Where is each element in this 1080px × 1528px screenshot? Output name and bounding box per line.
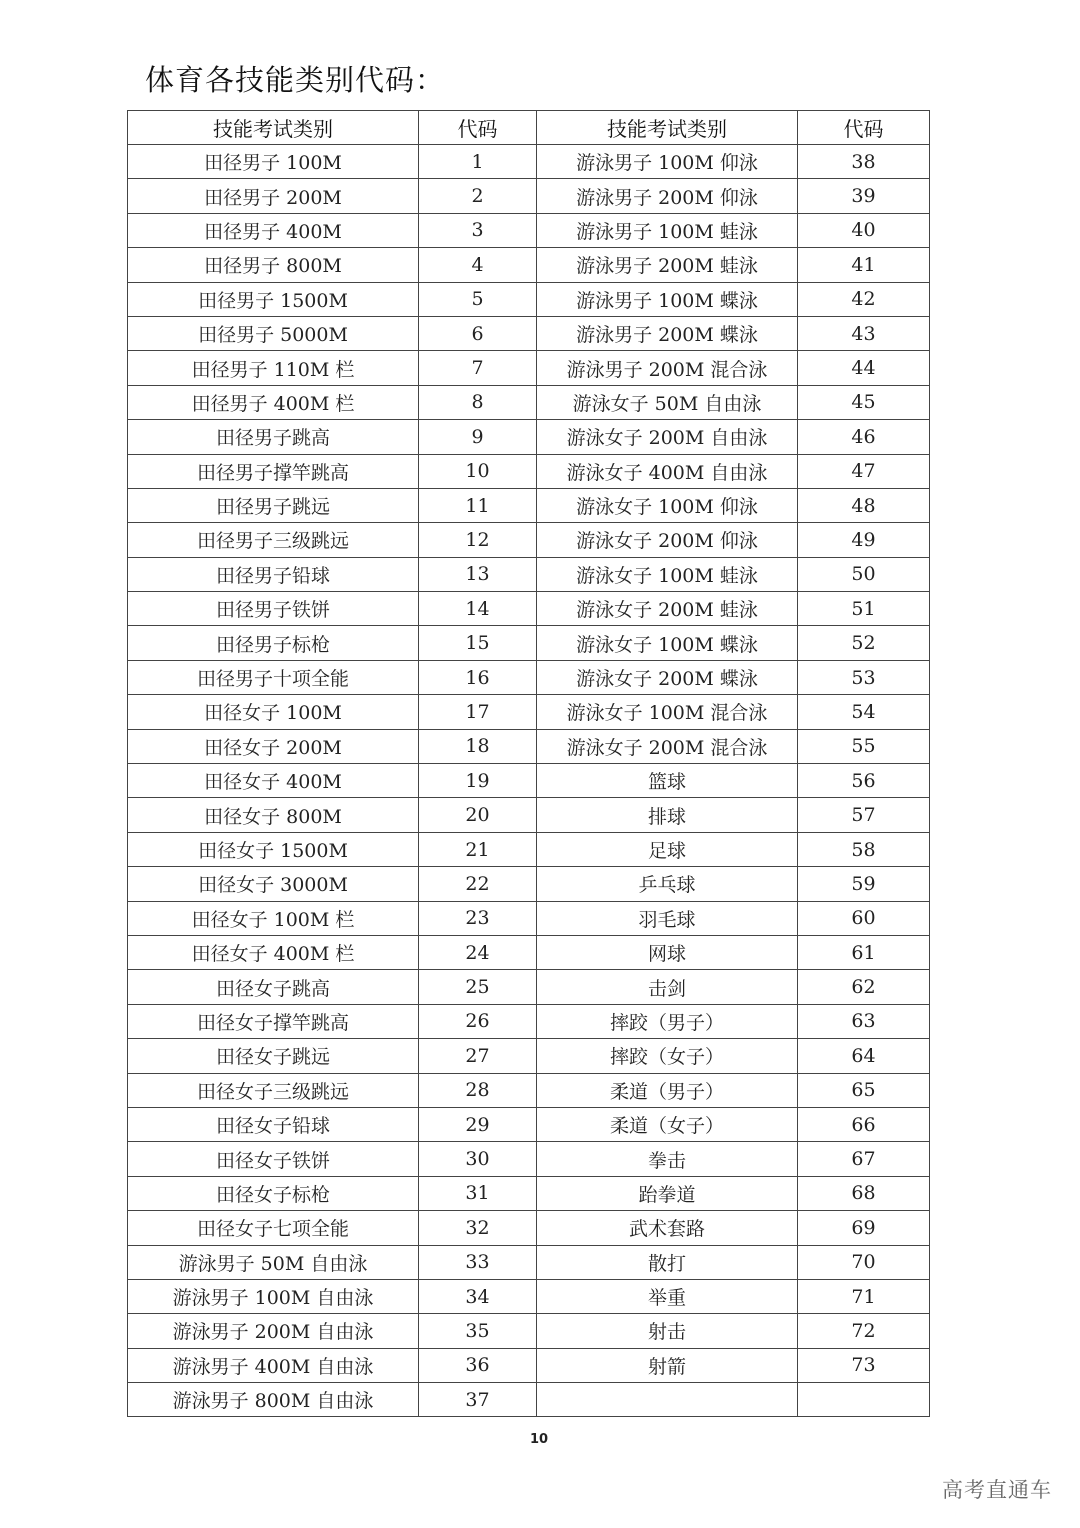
cell-code-right: 73	[798, 1348, 930, 1382]
table-row	[128, 523, 930, 557]
cell-code-left: 14	[419, 592, 537, 626]
cell-code-left: 21	[419, 832, 537, 866]
cell-code-left: 3	[419, 213, 537, 247]
cell-code-left: 35	[419, 1314, 537, 1348]
cell-category-left: 田径女子标枪	[128, 1176, 419, 1210]
table-row	[128, 1314, 930, 1348]
watermark: 高考直通车	[942, 1478, 1052, 1502]
cell-code-right: 48	[798, 488, 930, 522]
table-row	[128, 1039, 930, 1073]
cell-code-left: 15	[419, 626, 537, 660]
table-row	[128, 1176, 930, 1210]
cell-category-left: 游泳男子 400M 自由泳	[128, 1348, 419, 1382]
cell-category-left: 田径男子跳高	[128, 420, 419, 454]
cell-category-right: 柔道（男子）	[537, 1073, 798, 1107]
table-row	[128, 935, 930, 969]
table-row	[128, 970, 930, 1004]
table-row	[128, 420, 930, 454]
cell-code-left: 36	[419, 1348, 537, 1382]
cell-code-left: 20	[419, 798, 537, 832]
cell-code-left: 24	[419, 935, 537, 969]
table-row	[128, 248, 930, 282]
cell-code-left: 27	[419, 1039, 537, 1073]
cell-code-left: 1	[419, 145, 537, 179]
table-row	[128, 1107, 930, 1141]
table-row	[128, 316, 930, 350]
table-row	[128, 695, 930, 729]
cell-category-right: 游泳女子 50M 自由泳	[537, 385, 798, 419]
cell-code-left: 7	[419, 351, 537, 385]
table-row	[128, 867, 930, 901]
cell-category-left: 田径女子跳远	[128, 1039, 419, 1073]
cell-category-left: 田径男子标枪	[128, 626, 419, 660]
cell-category-right: 拳击	[537, 1142, 798, 1176]
cell-category-left: 田径女子 1500M	[128, 832, 419, 866]
cell-code-left: 10	[419, 454, 537, 488]
cell-code-right: 44	[798, 351, 930, 385]
page-title: 体育各技能类别代码：	[145, 63, 446, 97]
table-row	[128, 351, 930, 385]
cell-code-right: 65	[798, 1073, 930, 1107]
table-row	[128, 1211, 930, 1245]
cell-category-right: 羽毛球	[537, 901, 798, 935]
cell-code-left: 11	[419, 488, 537, 522]
cell-category-left: 田径女子七项全能	[128, 1211, 419, 1245]
cell-code-left: 13	[419, 557, 537, 591]
table-row	[128, 213, 930, 247]
header-code-left: 代码	[419, 111, 537, 145]
cell-code-right: 70	[798, 1245, 930, 1279]
cell-code-right: 63	[798, 1004, 930, 1038]
table-body	[128, 145, 930, 1417]
cell-category-right	[537, 1383, 798, 1417]
table-row	[128, 626, 930, 660]
cell-category-left: 田径男子撑竿跳高	[128, 454, 419, 488]
cell-category-right: 射箭	[537, 1348, 798, 1382]
cell-category-left: 田径女子 400M	[128, 764, 419, 798]
table-header-row	[128, 111, 930, 145]
table-row	[128, 729, 930, 763]
cell-category-left: 田径女子三级跳远	[128, 1073, 419, 1107]
cell-code-right: 56	[798, 764, 930, 798]
cell-category-right: 武术套路	[537, 1211, 798, 1245]
cell-category-left: 田径男子跳远	[128, 488, 419, 522]
cell-code-right: 71	[798, 1279, 930, 1313]
table-row	[128, 798, 930, 832]
table-row	[128, 488, 930, 522]
cell-category-right: 游泳男子 200M 仰泳	[537, 179, 798, 213]
cell-code-left: 5	[419, 282, 537, 316]
cell-code-right: 58	[798, 832, 930, 866]
cell-code-left: 28	[419, 1073, 537, 1107]
table-row	[128, 1142, 930, 1176]
table-row	[128, 1348, 930, 1382]
cell-code-right: 43	[798, 316, 930, 350]
cell-category-right: 足球	[537, 832, 798, 866]
cell-code-right: 55	[798, 729, 930, 763]
cell-code-right: 67	[798, 1142, 930, 1176]
cell-category-right: 篮球	[537, 764, 798, 798]
cell-code-right: 64	[798, 1039, 930, 1073]
cell-category-right: 游泳女子 200M 蝶泳	[537, 660, 798, 694]
cell-code-left: 22	[419, 867, 537, 901]
cell-category-right: 散打	[537, 1245, 798, 1279]
cell-category-left: 田径男子 800M	[128, 248, 419, 282]
cell-code-right: 53	[798, 660, 930, 694]
cell-category-right: 游泳女子 200M 蛙泳	[537, 592, 798, 626]
table-row	[128, 901, 930, 935]
cell-code-right: 59	[798, 867, 930, 901]
table-row	[128, 1383, 930, 1417]
cell-category-right: 游泳女子 100M 蛙泳	[537, 557, 798, 591]
header-code-right: 代码	[798, 111, 930, 145]
page-number: 10	[530, 1432, 549, 1447]
table-row	[128, 454, 930, 488]
cell-category-right: 击剑	[537, 970, 798, 1004]
cell-category-right: 游泳女子 200M 仰泳	[537, 523, 798, 557]
table-row	[128, 832, 930, 866]
cell-category-left: 田径男子 110M 栏	[128, 351, 419, 385]
cell-code-right: 46	[798, 420, 930, 454]
cell-category-right: 游泳女子 100M 蝶泳	[537, 626, 798, 660]
cell-code-right: 68	[798, 1176, 930, 1210]
cell-category-right: 游泳男子 200M 蛙泳	[537, 248, 798, 282]
cell-code-right: 54	[798, 695, 930, 729]
cell-category-left: 田径女子 100M 栏	[128, 901, 419, 935]
table-row	[128, 660, 930, 694]
cell-code-right: 62	[798, 970, 930, 1004]
cell-category-right: 游泳男子 100M 蛙泳	[537, 213, 798, 247]
cell-category-right: 游泳女子 400M 自由泳	[537, 454, 798, 488]
cell-category-right: 游泳女子 100M 混合泳	[537, 695, 798, 729]
cell-code-right: 50	[798, 557, 930, 591]
cell-code-left: 23	[419, 901, 537, 935]
cell-code-left: 2	[419, 179, 537, 213]
cell-code-left: 19	[419, 764, 537, 798]
cell-code-right: 45	[798, 385, 930, 419]
table-row	[128, 145, 930, 179]
cell-code-right: 47	[798, 454, 930, 488]
cell-code-left: 9	[419, 420, 537, 454]
cell-code-right: 38	[798, 145, 930, 179]
cell-category-left: 田径男子 400M	[128, 213, 419, 247]
table-row	[128, 1245, 930, 1279]
cell-category-left: 田径女子 400M 栏	[128, 935, 419, 969]
cell-code-right: 60	[798, 901, 930, 935]
table-row	[128, 179, 930, 213]
cell-category-left: 田径女子 100M	[128, 695, 419, 729]
cell-category-left: 田径女子撑竿跳高	[128, 1004, 419, 1038]
table-row	[128, 592, 930, 626]
cell-category-left: 游泳男子 200M 自由泳	[128, 1314, 419, 1348]
cell-code-right: 41	[798, 248, 930, 282]
cell-code-left: 26	[419, 1004, 537, 1038]
cell-category-left: 游泳男子 50M 自由泳	[128, 1245, 419, 1279]
cell-code-left: 8	[419, 385, 537, 419]
cell-category-right: 游泳男子 200M 混合泳	[537, 351, 798, 385]
table-row	[128, 1279, 930, 1313]
cell-category-right: 排球	[537, 798, 798, 832]
cell-code-right	[798, 1383, 930, 1417]
cell-code-right: 61	[798, 935, 930, 969]
cell-code-left: 16	[419, 660, 537, 694]
cell-code-left: 31	[419, 1176, 537, 1210]
cell-category-right: 摔跤（男子）	[537, 1004, 798, 1038]
table-row	[128, 1004, 930, 1038]
table-row	[128, 282, 930, 316]
cell-code-left: 17	[419, 695, 537, 729]
cell-category-right: 游泳男子 100M 仰泳	[537, 145, 798, 179]
cell-category-right: 柔道（女子）	[537, 1107, 798, 1141]
cell-category-left: 田径男子 100M	[128, 145, 419, 179]
cell-category-right: 游泳女子 200M 混合泳	[537, 729, 798, 763]
cell-category-right: 射击	[537, 1314, 798, 1348]
cell-code-left: 25	[419, 970, 537, 1004]
cell-code-left: 12	[419, 523, 537, 557]
cell-category-left: 田径女子铁饼	[128, 1142, 419, 1176]
cell-category-right: 摔跤（女子）	[537, 1039, 798, 1073]
cell-category-right: 游泳男子 100M 蝶泳	[537, 282, 798, 316]
cell-category-left: 田径男子三级跳远	[128, 523, 419, 557]
cell-category-right: 网球	[537, 935, 798, 969]
cell-category-left: 田径男子铅球	[128, 557, 419, 591]
cell-category-right: 举重	[537, 1279, 798, 1313]
cell-category-left: 田径女子 800M	[128, 798, 419, 832]
cell-code-right: 40	[798, 213, 930, 247]
cell-category-right: 游泳男子 200M 蝶泳	[537, 316, 798, 350]
cell-category-right: 游泳女子 100M 仰泳	[537, 488, 798, 522]
cell-code-left: 6	[419, 316, 537, 350]
cell-code-left: 32	[419, 1211, 537, 1245]
header-category-right: 技能考试类别	[537, 111, 798, 145]
cell-category-left: 田径男子 200M	[128, 179, 419, 213]
table-row	[128, 385, 930, 419]
cell-code-right: 72	[798, 1314, 930, 1348]
cell-code-right: 52	[798, 626, 930, 660]
cell-category-left: 田径女子铅球	[128, 1107, 419, 1141]
cell-code-right: 49	[798, 523, 930, 557]
table-row	[128, 764, 930, 798]
cell-category-left: 田径男子 400M 栏	[128, 385, 419, 419]
cell-code-left: 33	[419, 1245, 537, 1279]
cell-category-right: 乒乓球	[537, 867, 798, 901]
header-category-left: 技能考试类别	[128, 111, 419, 145]
cell-category-left: 田径男子 5000M	[128, 316, 419, 350]
cell-category-left: 田径男子铁饼	[128, 592, 419, 626]
cell-code-right: 69	[798, 1211, 930, 1245]
table-row	[128, 1073, 930, 1107]
table-row	[128, 557, 930, 591]
cell-category-left: 田径女子 200M	[128, 729, 419, 763]
cell-code-left: 4	[419, 248, 537, 282]
cell-category-left: 游泳男子 100M 自由泳	[128, 1279, 419, 1313]
cell-code-right: 51	[798, 592, 930, 626]
cell-category-left: 游泳男子 800M 自由泳	[128, 1383, 419, 1417]
cell-code-left: 29	[419, 1107, 537, 1141]
cell-category-left: 田径女子 3000M	[128, 867, 419, 901]
cell-category-right: 游泳女子 200M 自由泳	[537, 420, 798, 454]
cell-code-right: 57	[798, 798, 930, 832]
cell-category-left: 田径男子十项全能	[128, 660, 419, 694]
cell-category-right: 跆拳道	[537, 1176, 798, 1210]
skill-code-table	[127, 110, 930, 1417]
cell-code-right: 66	[798, 1107, 930, 1141]
cell-category-left: 田径男子 1500M	[128, 282, 419, 316]
cell-category-left: 田径女子跳高	[128, 970, 419, 1004]
cell-code-left: 18	[419, 729, 537, 763]
cell-code-left: 34	[419, 1279, 537, 1313]
cell-code-right: 42	[798, 282, 930, 316]
cell-code-right: 39	[798, 179, 930, 213]
cell-code-left: 30	[419, 1142, 537, 1176]
cell-code-left: 37	[419, 1383, 537, 1417]
